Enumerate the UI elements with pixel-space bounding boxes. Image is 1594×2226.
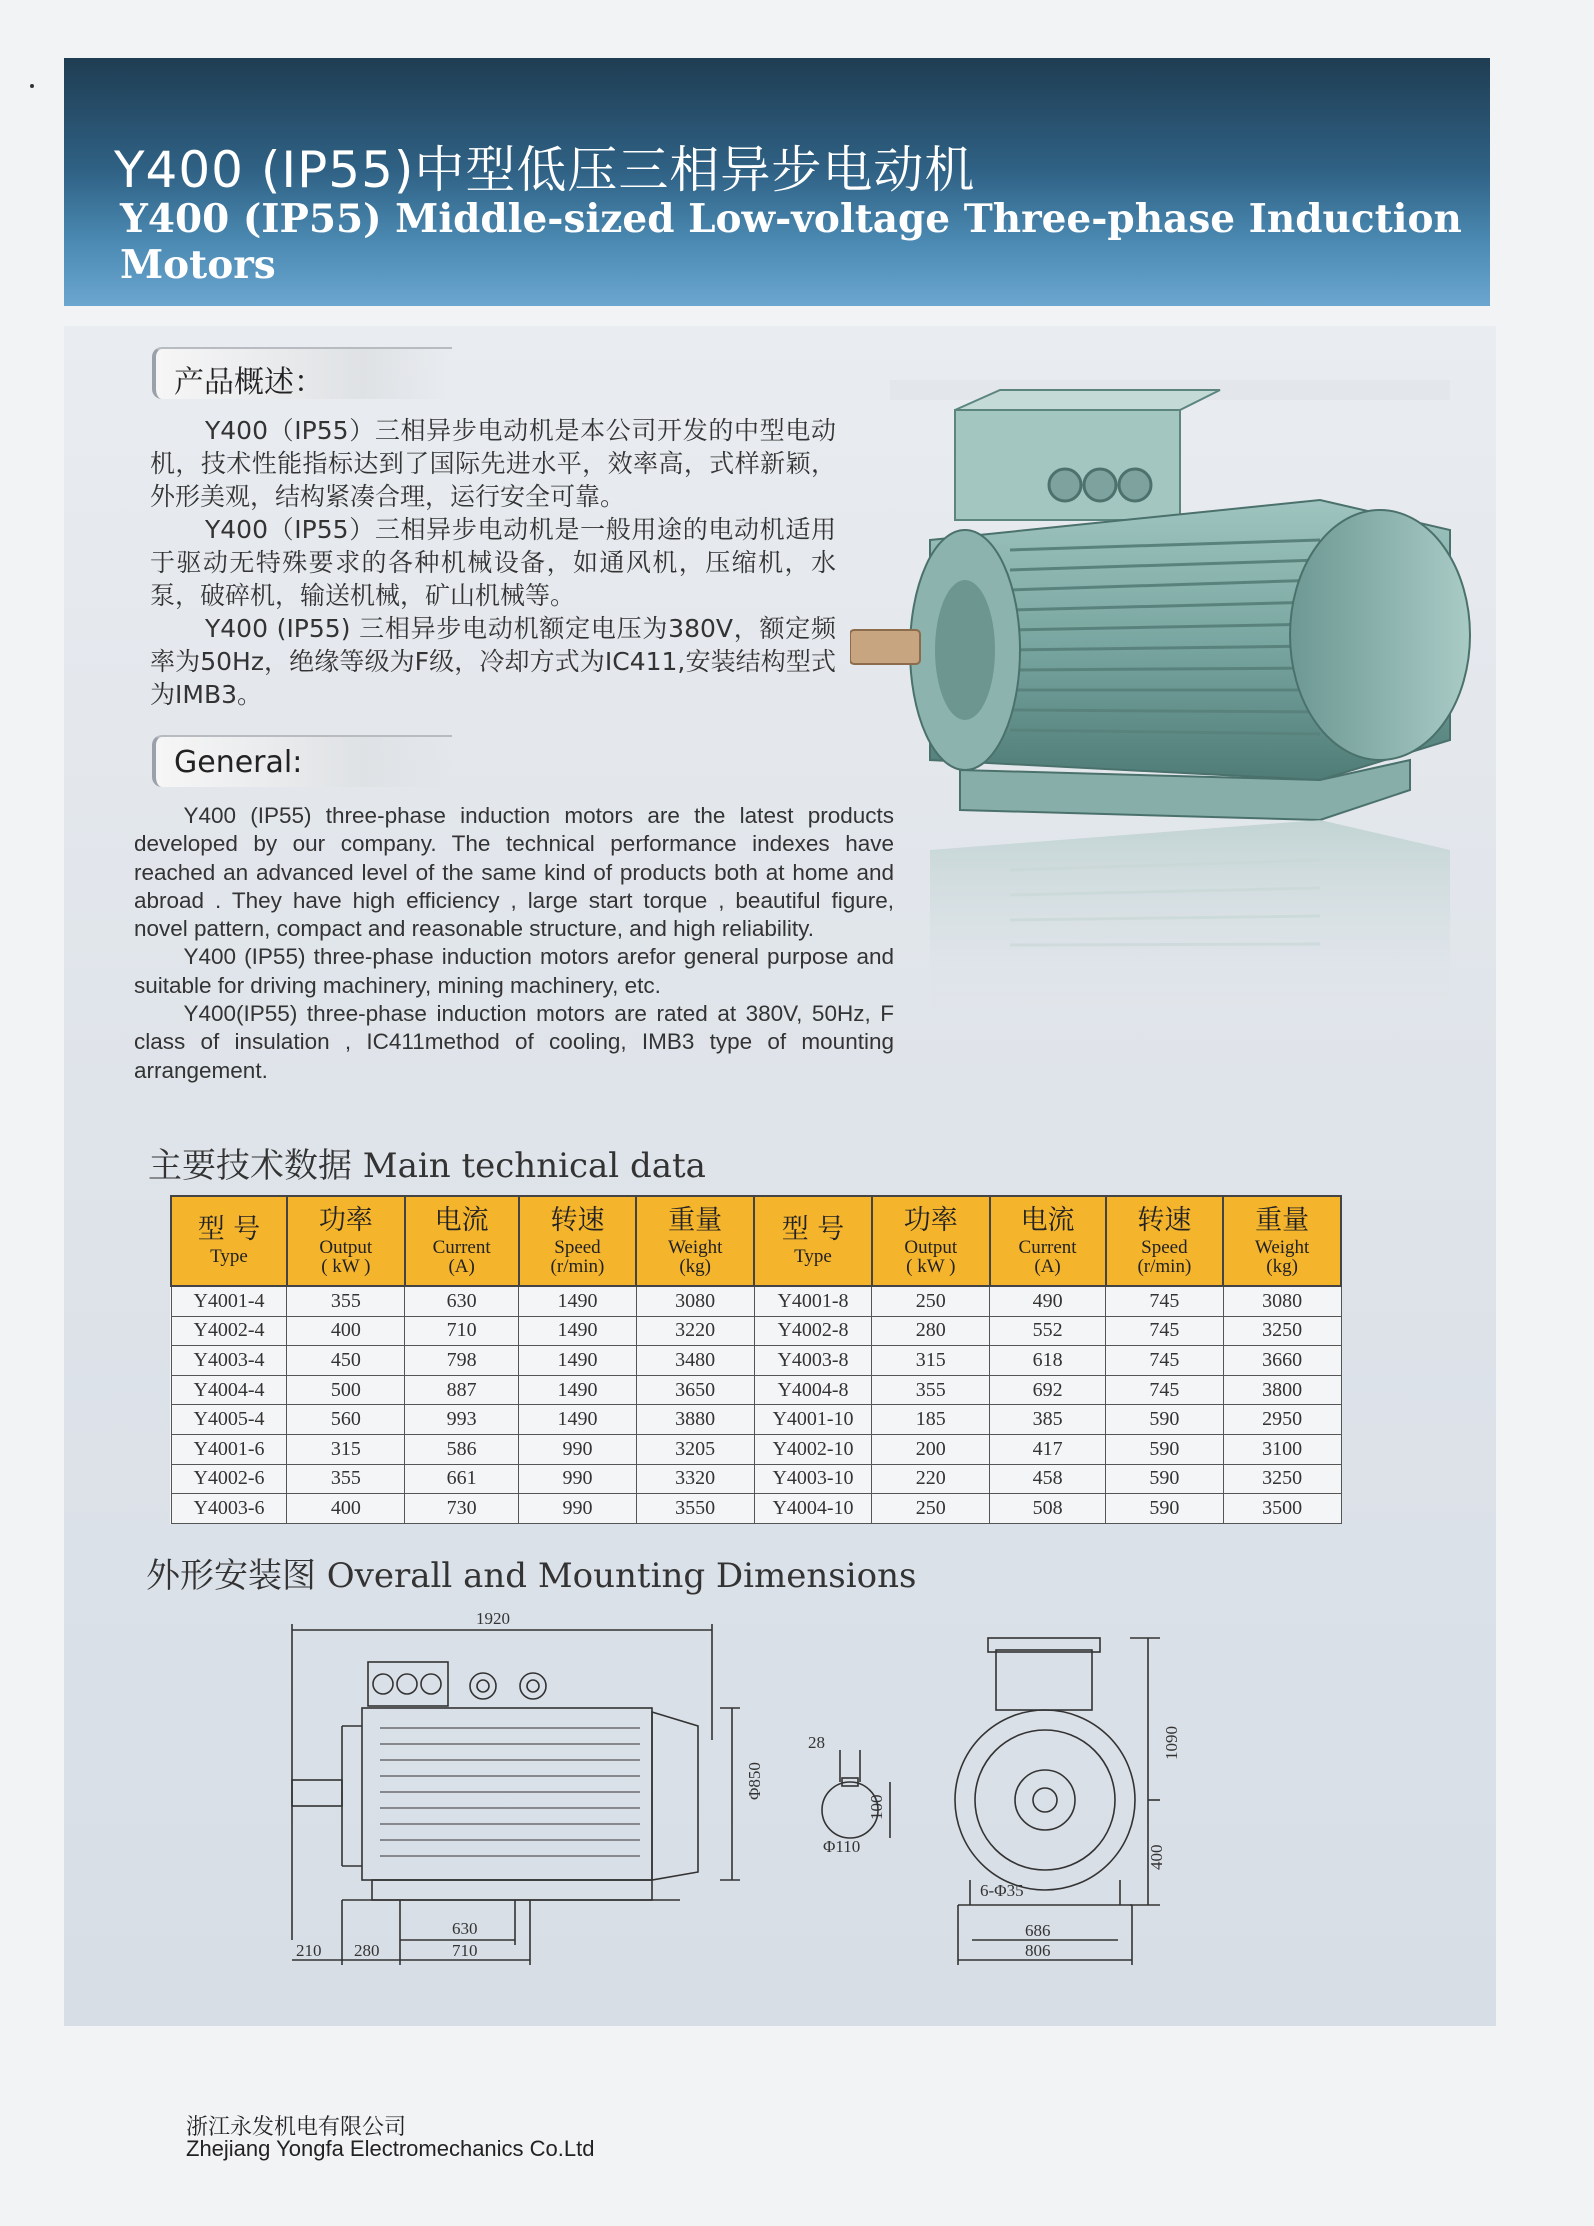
table-row: Y4002-4 400 710 1490 3220 Y4002-8 280 552 745 3250 (171, 1316, 1341, 1346)
table-row: Y4004-4 500 887 1490 3650 Y4004-8 355 692 745 3800 (171, 1375, 1341, 1405)
table-row: Y4003-4 450 798 1490 3480 Y4003-8 315 618 745 3660 (171, 1346, 1341, 1376)
scan-mark (30, 84, 34, 88)
general-label: General: (174, 745, 303, 780)
overview-para-cn-2: Y400（IP55）三相异步电动机是一般用途的电动机适用于驱动无特殊要求的各种机械设备，如通风机，压缩机，水泵，破碎机，输送机械，矿山机械等。 (150, 515, 836, 610)
col-type: 型 号 Type (171, 1196, 287, 1286)
title-banner (64, 58, 1490, 306)
dim-100: 100 (867, 1794, 886, 1820)
dim-28: 28 (808, 1733, 825, 1752)
col-type-2: 型 号 Type (754, 1196, 872, 1286)
title-chinese: Y400 (IP55)中型低压三相异步电动机 (114, 141, 976, 199)
tech-data-table (170, 1195, 1342, 1524)
title-english: Y400 (IP55) Middle-sized Low-voltage Three-phase Induction Motors (120, 196, 1462, 288)
overview-para-cn-3: Y400 (IP55) 三相异步电动机额定电压为380V，额定频率为50Hz，绝缘等级为F级，冷却方式为IC411,安装结构型式为IMB3。 (150, 614, 836, 709)
section-label-overview (152, 347, 452, 399)
dim-686: 686 (1025, 1921, 1051, 1940)
dimension-drawing (280, 1600, 1230, 1980)
overview-para-en-3: Y400(IP55) three-phase induction motors are rated at 380V, 50Hz, F class of insulation , IC411method of cooling, IMB3 type of mounting arrangement. (134, 1001, 894, 1083)
dim-1090: 1090 (1162, 1726, 1181, 1760)
col-current: 电流 Current (A) (405, 1196, 519, 1286)
dim-400: 400 (1147, 1844, 1166, 1870)
dim-280: 280 (354, 1941, 380, 1960)
col-weight-2: 重量 Weight (kg) (1223, 1196, 1341, 1286)
dim-850: Φ850 (745, 1762, 764, 1800)
dim-110: Φ110 (823, 1837, 861, 1856)
dim-210: 210 (296, 1941, 322, 1960)
overview-para-en-1: Y400 (IP55) three-phase induction motors are the latest products developed by our company. The technical performance indexes have reached an advanced level of the same kind of products both at home and abroad . They have high efficiency , large start torque , beautiful figure, novel pattern, compact and reasonable structure, and high reliability. (134, 803, 894, 942)
overview-text-cn (150, 414, 836, 711)
col-speed-2: 转速 Speed (r/min) (1106, 1196, 1224, 1286)
overview-para-en-2: Y400 (IP55) three-phase induction motors arefor general purpose and suitable for driving machinery, mining machinery, etc. (134, 944, 894, 998)
dim-806: 806 (1025, 1941, 1051, 1960)
table-header-row (171, 1196, 1341, 1286)
col-current-2: 电流 Current (A) (990, 1196, 1106, 1286)
overview-label: 产品概述： (174, 365, 324, 400)
dim-710: 710 (452, 1941, 478, 1960)
dim-630: 630 (452, 1919, 478, 1938)
dim-35: 6-Φ35 (980, 1881, 1024, 1900)
col-weight: 重量 Weight (kg) (636, 1196, 754, 1286)
dimensions-title: 外形安装图 Overall and Mounting Dimensions (146, 1556, 917, 1596)
overview-para-cn-1: Y400（IP55）三相异步电动机是本公司开发的中型电动机，技术性能指标达到了国际先进水平，效率高，式样新颖，外形美观，结构紧凑合理，运行安全可靠。 (150, 416, 836, 511)
motor-photo (850, 380, 1490, 1100)
tech-data-title: 主要技术数据 Main technical data (148, 1146, 706, 1186)
col-speed: 转速 Speed (r/min) (519, 1196, 637, 1286)
company-name-cn: 浙江永发机电有限公司 (186, 2115, 407, 2140)
table-row: Y4005-4 560 993 1490 3880 Y4001-10 185 385 590 2950 (171, 1405, 1341, 1435)
col-output: 功率 Output ( kW ) (287, 1196, 405, 1286)
col-output-2: 功率 Output ( kW ) (872, 1196, 990, 1286)
table-row: Y4003-6 400 730 990 3550 Y4004-10 250 508 590 3500 (171, 1494, 1341, 1524)
dim-1920: 1920 (476, 1609, 510, 1628)
company-name-en: Zhejiang Yongfa Electromechanics Co.Ltd (186, 2136, 595, 2161)
section-label-general (152, 735, 452, 787)
table-row: Y4002-6 355 661 990 3320 Y4003-10 220 458 590 3250 (171, 1464, 1341, 1494)
overview-text-en (134, 802, 894, 1085)
table-row: Y4001-4 355 630 1490 3080 Y4001-8 250 490 745 3080 (171, 1286, 1341, 1316)
table-row: Y4001-6 315 586 990 3205 Y4002-10 200 417 590 3100 (171, 1434, 1341, 1464)
